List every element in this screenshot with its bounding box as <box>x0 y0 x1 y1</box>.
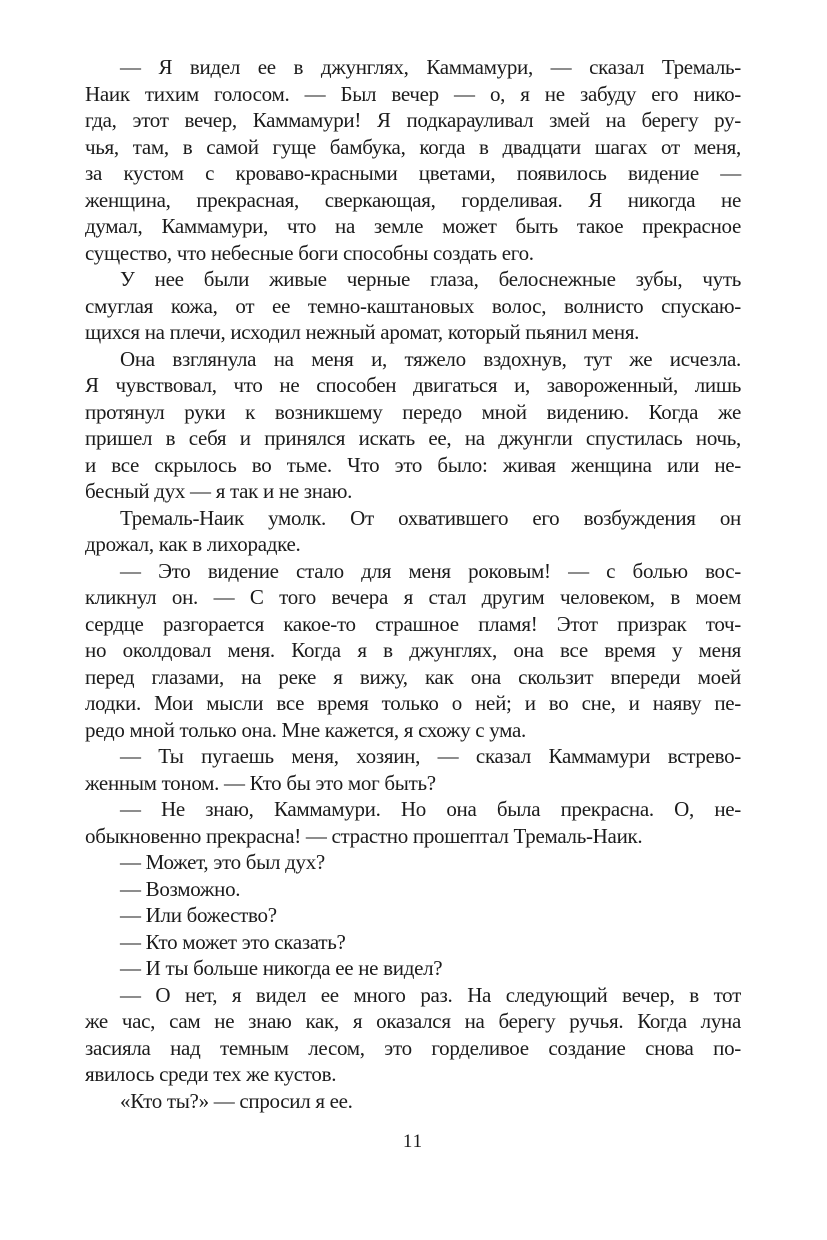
text-line: Наик тихим голосом. — Был вечер — о, я не забуду его нико- <box>85 81 741 106</box>
text-block <box>85 54 741 1114</box>
text-line: — И ты больше никогда ее не видел? <box>120 956 443 980</box>
paragraph <box>85 54 741 266</box>
text-line: дрожал, как в лихорадке. <box>85 532 301 556</box>
text-line: кликнул он. — С того вечера я стал другим человеком, в моем <box>85 585 741 609</box>
text-line: У нее были живые черные глаза, белоснежные зубы, чуть <box>120 267 741 291</box>
text-line: же час, сам не знаю как, я оказался на берегу ручья. Когда луна <box>85 1009 741 1033</box>
text-line: — Ты пугаешь меня, хозяин, — сказал Каммамури встрево- <box>120 744 741 768</box>
text-line: редо мной только она. Мне кажется, я схожу с ума. <box>85 717 526 742</box>
text-line: гда, этот вечер, Каммамури! Я подкарауливал змей на берегу ру- <box>85 108 741 132</box>
text-line: чья, там, в самой гуще бамбука, когда в двадцати шагах от меня, <box>85 134 741 159</box>
text-line: существо, что небесные боги способны создать его. <box>85 240 534 265</box>
text-line: обыкновенно прекрасна! — страстно прошептал Тремаль-Наик. <box>85 823 643 848</box>
text-line: явилось среди тех же кустов. <box>85 1062 337 1086</box>
text-line: Тремаль-Наик умолк. От охватившего его возбуждения он <box>120 505 741 530</box>
text-line: думал, Каммамури, что на земле может быть такое прекрасное <box>85 214 741 238</box>
text-line: женным тоном. — Кто бы это мог быть? <box>85 770 436 795</box>
text-line: за кустом с кроваво-красными цветами, появилось видение — <box>85 161 741 185</box>
paragraph <box>85 982 741 1088</box>
paragraph <box>85 929 741 956</box>
paragraph <box>85 1088 741 1115</box>
text-line: но околдовал меня. Когда я в джунглях, она все время у меня <box>85 638 741 662</box>
text-line: бесный дух — я так и не знаю. <box>85 479 353 503</box>
text-line: — Я видел ее в джунглях, Каммамури, — сказал Тремаль- <box>120 55 741 79</box>
paragraph <box>85 346 741 505</box>
paragraph <box>85 902 741 929</box>
text-line: засияла над темным лесом, это горделивое создание снова по- <box>85 1035 741 1060</box>
text-line: смуглая кожа, от ее темно-каштановых волос, волнисто спускаю- <box>85 293 741 318</box>
paragraph <box>85 266 741 346</box>
paragraph <box>85 955 741 982</box>
text-line: — Или божество? <box>120 903 277 927</box>
text-line: Я чувствовал, что не способен двигаться и, завороженный, лишь <box>85 373 741 397</box>
paragraph <box>85 743 741 796</box>
text-line: сердце разгорается какое-то страшное пламя! Этот призрак точ- <box>85 611 741 636</box>
text-line: женщина, прекрасная, сверкающая, горделивая. Я никогда не <box>85 187 741 212</box>
text-line: Она взглянула на меня и, тяжело вздохнув, тут же исчезла. <box>120 346 741 371</box>
text-line: пришел в себя и принялся искать ее, на джунгли спустилась ночь, <box>85 426 741 450</box>
text-line: — Не знаю, Каммамури. Но она была прекрасна. О, не- <box>120 797 741 821</box>
text-line: «Кто ты?» — спросил я ее. <box>120 1088 353 1113</box>
paragraph <box>85 796 741 849</box>
text-line: щихся на плечи, исходил нежный аромат, который пьянил меня. <box>85 320 640 344</box>
paragraph <box>85 505 741 558</box>
paragraph <box>85 558 741 744</box>
text-line: перед глазами, на реке я вижу, как она скользит впереди моей <box>85 664 741 689</box>
text-line: лодки. Мои мысли все время только о ней; и во сне, и наяву пе- <box>85 691 741 715</box>
paragraph <box>85 849 741 876</box>
page-number: 11 <box>402 1131 424 1152</box>
text-line: и все скрылось во тьме. Что это было: живая женщина или не- <box>85 452 741 477</box>
text-line: — Возможно. <box>120 876 241 901</box>
text-line: — Кто может это сказать? <box>120 929 346 954</box>
text-line: — О нет, я видел ее много раз. На следующий вечер, в тот <box>120 982 741 1007</box>
text-line: — Это видение стало для меня роковым! — с болью вос- <box>120 558 741 583</box>
text-line: протянул руки к возникшему передо мной видению. Когда же <box>85 399 741 424</box>
paragraph <box>85 876 741 903</box>
text-line: — Может, это был дух? <box>120 850 325 874</box>
